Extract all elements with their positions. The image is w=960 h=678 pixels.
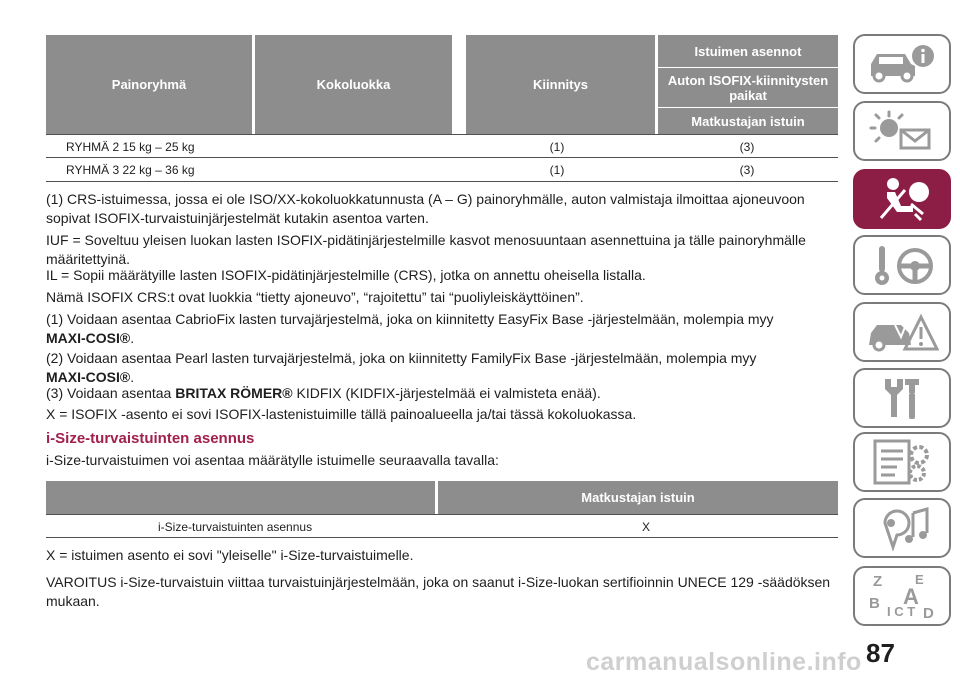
note-cabriofix: (1) Voidaan asentaa CabrioFix lasten turvajärjestelmä, joka on kiinnitetty EasyFix Base -järjestelmään, molempia myy MAXI-COSI®. — [46, 311, 774, 346]
header-seat-positions: Istuimen asennot — [658, 35, 838, 68]
footnote-warning: VAROITUS i-Size-turvaistuin viittaa turvaistuinjärjestelmään, joka on saanut i-Size-luokan sertifioinnin UNECE 129 -säädöksen mukaan. — [46, 574, 831, 609]
tab-safety[interactable] — [853, 169, 951, 229]
brand-britax: BRITAX RÖMER® — [175, 385, 293, 401]
isofix-table-header — [46, 35, 838, 134]
row-passenger: (3) — [739, 140, 755, 154]
steering-key-icon — [865, 240, 939, 290]
safety-airbag-icon — [865, 174, 939, 224]
tab-starting-driving[interactable] — [853, 235, 951, 295]
maintenance-tools-icon — [865, 373, 939, 423]
svg-text:I C T: I C T — [887, 604, 916, 619]
footnote-x: X = istuimen asento ei sovi "yleiselle" i-Size-turvaistuimelle. — [46, 547, 414, 563]
note-il: IL = Sopii määrätyille lasten ISOFIX-pidätinjärjestelmille (CRS), jotka on annettu oheisella listalla. — [46, 267, 646, 283]
breakdown-icon — [865, 307, 939, 357]
brand-maxicosi: MAXI-COSI® — [46, 369, 131, 385]
svg-text:D: D — [923, 605, 934, 622]
isize-row-value: X — [642, 520, 651, 534]
note-britax-post: KIDFIX (KIDFIX-järjestelmää ei valmisteta enää). — [292, 385, 601, 401]
page-number: 87 — [866, 638, 895, 668]
note-crs-classes: Nämä ISOFIX CRS:t ovat luokkia “tietty ajoneuvo”, “rajoitettu” tai “puoliyleiskäyttöinen”. — [46, 289, 584, 305]
section-heading: i-Size-turvaistuinten asennus — [46, 430, 255, 447]
row-group: RYHMÄ 2 15 kg – 25 kg — [66, 140, 195, 154]
tab-technical-data[interactable] — [853, 432, 951, 492]
tab-car-info[interactable] — [853, 34, 951, 94]
isize-header-passenger: Matkustajan istuin — [438, 481, 838, 514]
header-mounting: Kiinnitys — [466, 35, 655, 134]
brand-maxicosi: MAXI-COSI® — [46, 330, 131, 346]
multimedia-icon — [865, 503, 939, 553]
isize-header-empty — [46, 481, 435, 514]
row-mounting: (1) — [549, 140, 565, 154]
header-passenger-seat: Matkustajan istuin — [658, 108, 838, 134]
row-passenger: (3) — [739, 163, 755, 177]
note-x: X = ISOFIX -asento ei sovi ISOFIX-lastenistuimille tällä painoalueella ja/tai tässä kokoluokassa. — [46, 406, 637, 422]
isofix-table — [46, 35, 838, 182]
section-intro: i-Size-turvaistuimen voi asentaa määrätylle istuimelle seuraavalla tavalla: — [46, 452, 499, 468]
isize-table — [46, 481, 838, 538]
header-group: Painoryhmä — [46, 35, 252, 134]
tab-dashboard-lights[interactable] — [853, 101, 951, 161]
tab-emergency[interactable] — [853, 302, 951, 362]
dashboard-lights-icon — [865, 108, 939, 154]
note-britax-pre: (3) Voidaan asentaa — [46, 385, 176, 401]
technical-data-icon — [865, 437, 939, 487]
car-info-icon — [865, 42, 939, 86]
note-britax — [46, 384, 836, 403]
header-size-class: Kokoluokka — [255, 35, 452, 134]
watermark: carmanualsonline.info — [586, 648, 862, 676]
tab-index[interactable] — [853, 566, 951, 626]
row-mounting: (1) — [549, 163, 565, 177]
note-pearl-text: (2) Voidaan asentaa Pearl lasten turvajärjestelmä, joka on kiinnitetty FamilyFix Base -järjestelmään, molempia myy — [46, 350, 757, 366]
tab-multimedia[interactable] — [853, 498, 951, 558]
isize-row-label: i-Size-turvaistuinten asennus — [158, 520, 313, 534]
table-row — [46, 134, 838, 158]
table-row — [46, 514, 838, 538]
note-cabriofix-text: (1) Voidaan asentaa CabrioFix lasten turvajärjestelmä, joka on kiinnitetty EasyFix Base -järjestelmään, molempia myy — [46, 311, 774, 327]
index-icon — [865, 570, 939, 622]
header-isofix-positions: Auton ISOFIX-kiinnitysten paikat — [658, 68, 838, 108]
svg-text:A: A — [903, 584, 919, 609]
svg-text:B: B — [869, 595, 880, 612]
table-row — [46, 158, 838, 182]
svg-text:E: E — [915, 572, 924, 587]
svg-text:Z: Z — [873, 573, 883, 590]
isize-table-header — [46, 481, 838, 514]
note-iuf: IUF = Soveltuu yleisen luokan lasten ISOFIX-pidätinjärjestelmille kasvot menosuuntaan asennettuina ja tälle painoryhmälle määritettyinä. — [46, 232, 806, 267]
note-pearl: (2) Voidaan asentaa Pearl lasten turvajärjestelmä, joka on kiinnitetty FamilyFix Base -järjestelmään, molempia myy MAXI-COSI®. — [46, 350, 757, 385]
row-group: RYHMÄ 3 22 kg – 36 kg — [66, 163, 195, 177]
note-1: (1) CRS-istuimessa, jossa ei ole ISO/XX-kokoluokkatunnusta (A – G) painoryhmälle, auton valmistaja ilmoittaa ajoneuvoon sopivat ISOFIX-turvaistuinjärjestelmät kutakin asentoa varten. — [46, 191, 805, 226]
tab-maintenance[interactable] — [853, 368, 951, 428]
